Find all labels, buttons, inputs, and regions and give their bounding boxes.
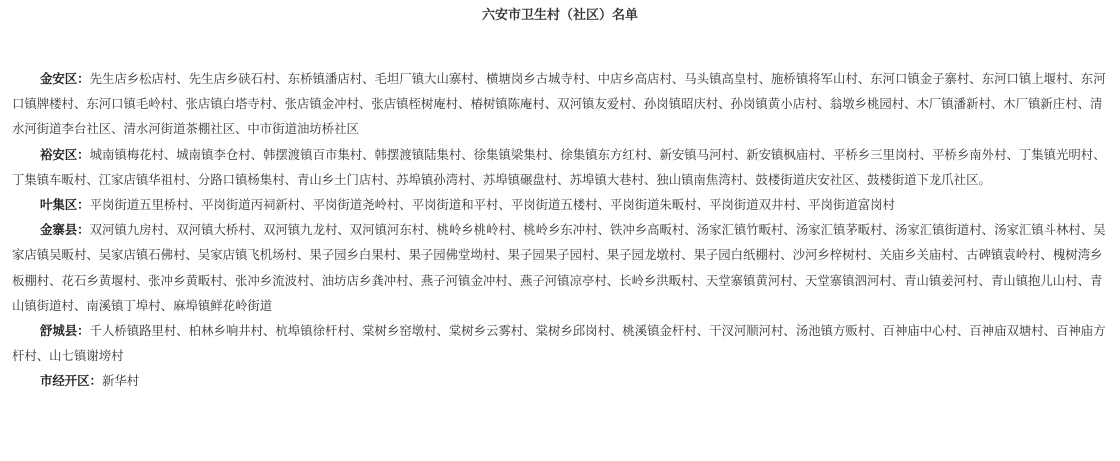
document-title: 六安市卫生村（社区）名单 xyxy=(481,8,638,23)
region-paragraph-shucheng xyxy=(12,318,1108,368)
region-name: 金寨县： xyxy=(40,222,90,238)
region-village-list: 先生店乡松店村、先生店乡硖石村、东桥镇潘店村、毛坦厂镇大山寨村、横塘岗乡古城寺村、中店乡高店村、马头镇高皇村、施桥镇将军山村、东河口镇金子寨村、东河口镇上堰村、东河口镇牌楼村、东河口镇毛岭村、张店镇白塔寺村、张店镇金冲村、张店镇桎树庵村、椿树镇陈庵村、双河镇友爱村、孙岗镇昭庆村、孙岗镇黄小店村、翁墩乡桃园村、木厂镇潘新村、木厂镇新庄村、清水河街道李台社区、清水河街道茶棚社区、中市街道油坊桥社区 xyxy=(12,71,1106,137)
region-name: 裕安区： xyxy=(40,146,90,162)
region-village-list: 双河镇九房村、双河镇大桥村、双河镇九龙村、双河镇河东村、桃岭乡桃岭村、桃岭乡东冲村、铁冲乡高畈村、汤家汇镇竹畈村、汤家汇镇茅畈村、汤家汇镇街道村、汤家汇镇斗林村、吴家店镇吴畈村、吴家店镇石佛村、吴家店镇飞机场村、果子园乡白果村、果子园佛堂坳村、果子园果子园村、果子园龙墩村、果子园白纸棚村、沙河乡梓树村、关庙乡关庙村、古碑镇袁岭村、槐树湾乡板棚村、花石乡黄堰村、张冲乡黄畈村、张冲乡流波村、油坊店乡龚冲村、燕子河镇金冲村、燕子河镇凉亭村、长岭乡洪畈村、天堂寨镇黄河村、天堂寨镇泗河村、青山镇姜河村、青山镇抱儿山村、青山镇街道村、南溪镇丁埠村、麻埠镇鲜花岭街道 xyxy=(12,222,1106,313)
region-name: 叶集区： xyxy=(40,197,90,213)
region-village-list: 平岗街道五里桥村、平岗街道丙祠新村、平岗街道尧岭村、平岗街道和平村、平岗街道五楼村、平岗街道朱畈村、平岗街道双井村、平岗街道富岗村 xyxy=(89,197,895,213)
region-village-list: 千人桥镇路里村、柏林乡响井村、杭埠镇徐杆村、棠树乡窑墩村、棠树乡云雾村、棠树乡邱岗村、桃溪镇金杆村、干汊河顺河村、汤池镇方贩村、百神庙中心村、百神庙双塘村、百神庙方杆村、山七镇谢塝村 xyxy=(12,323,1106,364)
region-name: 舒城县： xyxy=(40,323,90,339)
region-village-list: 新华村 xyxy=(101,373,140,389)
region-paragraph-jingkai xyxy=(12,368,1108,393)
region-paragraph-yuan xyxy=(12,142,1108,192)
region-paragraph-yeji xyxy=(12,192,1108,217)
region-village-list: 城南镇梅花村、城南镇李仓村、韩摆渡镇百市集村、韩摆渡镇陆集村、徐集镇梁集村、徐集镇东方红村、新安镇马河村、新安镇枫庙村、平桥乡三里岗村、平桥乡南外村、丁集镇光明村、丁集镇车畈村、江家店镇华祖村、分路口镇杨集村、青山乡土门店村、苏埠镇孙湾村、苏埠镇碾盘村、苏埠镇大巷村、独山镇南焦湾村、鼓楼街道庆安社区、鼓楼街道下龙爪社区。 xyxy=(12,146,1106,187)
region-name: 金安区： xyxy=(40,71,90,86)
region-paragraph-jinzhai xyxy=(12,217,1108,318)
region-paragraph-jinan xyxy=(12,66,1108,142)
region-name: 市经开区： xyxy=(40,373,102,389)
